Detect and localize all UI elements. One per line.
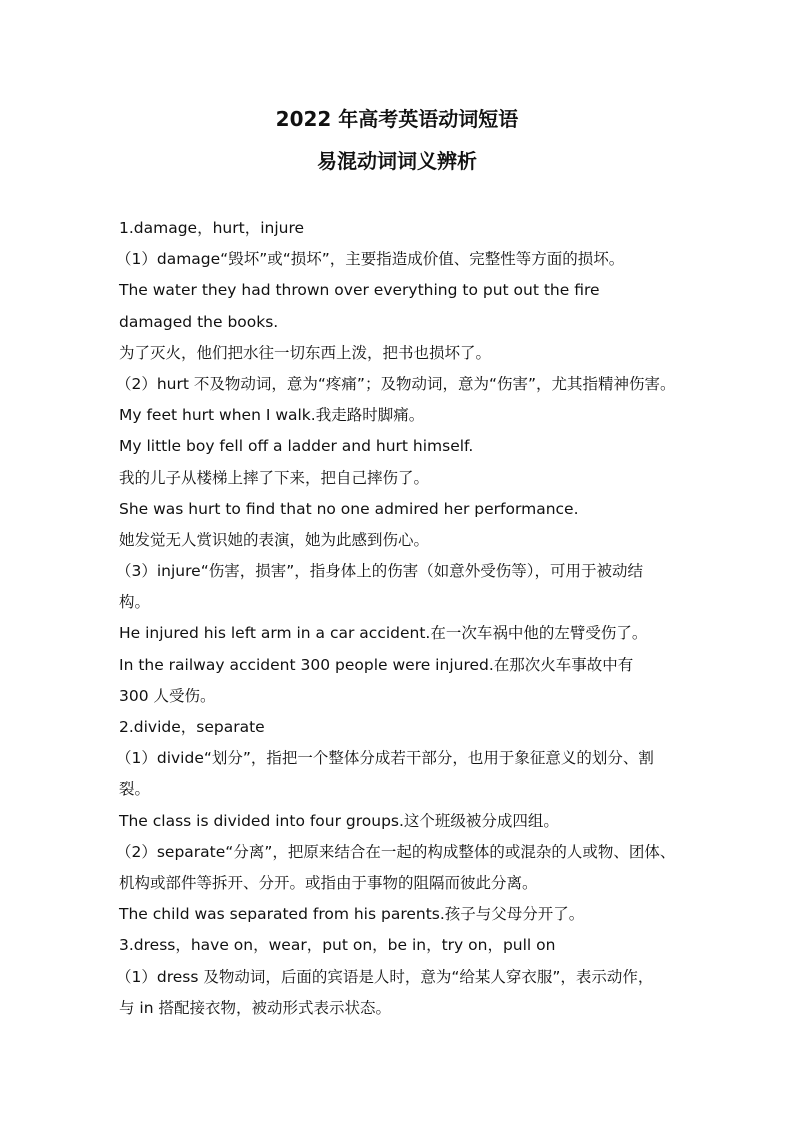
document-title: 2022 年高考英语动词短语 [275,107,519,131]
document-body [116,213,679,1024]
example-sentence: He injured his left arm in a car accident.在一次车祸中他的左臂受伤了。 [119,624,648,643]
paragraph-line: 裂。 [119,780,151,799]
example-sentence: The child was separated from his parents.孩子与父母分开了。 [119,905,585,924]
paragraph-line: （1）dress 及物动词，后面的宾语是人时，意为“给某人穿衣服”，表示动作， [116,967,654,986]
paragraph-line: 机构或部件等拆开、分开。或指由于事物的阻隔而彼此分离。 [119,873,538,892]
paragraph-line: （2）separate“分离”，把原来结合在一起的构成整体的或混杂的人或物、团体、 [116,842,676,861]
example-sentence: The class is divided into four groups.这个班级被分成四组。 [119,811,559,830]
paragraph-line: （1）damage“毁坏”或“损坏”，主要指造成价值、完整性等方面的损坏。 [116,250,625,269]
example-sentence: She was hurt to find that no one admired her performance. [119,499,579,518]
example-sentence: In the railway accident 300 people were injured.在那次火车事故中有 [119,655,634,674]
paragraph-line: （2）hurt 不及物动词，意为“疼痛”；及物动词，意为“伤害”，尤其指精神伤害。 [116,374,676,393]
example-sentence: The water they had thrown over everything to put out the fire [119,281,600,300]
section-heading: 2.divide，separate [119,718,265,736]
translation-line: 为了灭火，他们把水往一切东西上泼，把书也损坏了。 [119,343,492,362]
paragraph-line: （3）injure“伤害，损害”，指身体上的伤害（如意外受伤等），可用于被动结 [116,562,644,581]
translation-line: 她发觉无人赏识她的表演，她为此感到伤心。 [119,530,430,549]
translation-line: 我的儿子从楼梯上摔了下来，把自己摔伤了。 [119,468,430,487]
section-heading: 1.damage，hurt，injure [119,219,305,237]
section-heading: 3.dress，have on，wear，put on，be in，try on，pull on [119,936,556,955]
paragraph-line: 构。 [119,593,151,612]
document-subtitle: 易混动词词义辨析 [317,149,477,173]
example-sentence: damaged the books. [119,312,279,331]
example-sentence: My little boy fell off a ladder and hurt himself. [119,437,474,456]
paragraph-line: （1）divide“划分”，指把一个整体分成若干部分，也用于象征意义的划分、割 [116,749,654,768]
paragraph-line: 与 in 搭配接衣物，被动形式表示状态。 [119,998,391,1017]
translation-line: 300 人受伤。 [119,686,216,705]
example-sentence: My feet hurt when I walk.我走路时脚痛。 [119,406,425,425]
